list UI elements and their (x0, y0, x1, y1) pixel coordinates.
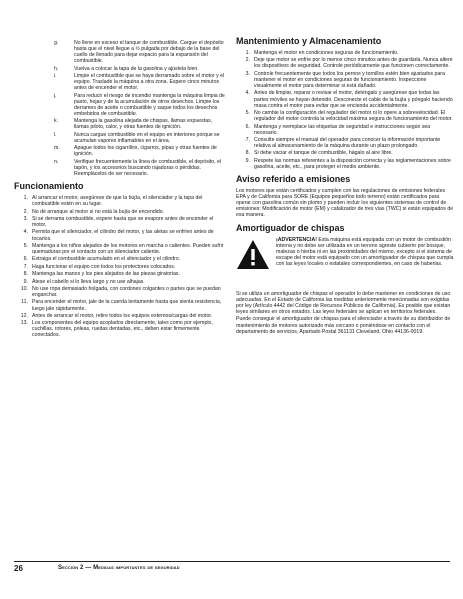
list-item-number: 2. (245, 57, 250, 64)
fuel-safety-item (14, 40, 228, 64)
list-item-text: Mantenga a los niños alejados de los motores en marcha o calientes. Pueden sufrir quemaduras por el contacto con un silenciador caliente. (32, 242, 224, 255)
list-item-text: Mantenga el motor en condiciones seguras de funcionamiento. (254, 50, 399, 56)
section-title-amortiguador: Amortiguador de chispas (236, 222, 345, 233)
operation-item (14, 313, 228, 319)
list-item-text: Deje que motor se enfríe por lo menos cinco minutos antes de guardarla. Nunca altere los dispositivos de seguridad. Controle periódicamente que funcionen correctamente. (254, 57, 453, 70)
fuel-safety-item (14, 93, 228, 117)
list-item-number: g. (54, 40, 59, 46)
warning-block (236, 237, 454, 291)
list-item-number: 8. (23, 271, 28, 278)
warning-label: ¡ADVERTENCIA! (276, 236, 317, 243)
list-item-number: 7. (23, 263, 28, 270)
emissions-paragraph: Los motores que están certificados y cumplen con las regulaciones de emisiones federales EPA y de California para SORE (Equipos pequeños todo terreno) están certificados para operar con gasolina común sin plomo y pueden incluir los siguientes sistemas de control de emisiones: Modificación de motor (EM) y catalizador de tres vías (TWC) si están equipados de esa manera. (236, 188, 454, 219)
maintenance-item (236, 57, 454, 69)
list-item-number: 5. (245, 110, 250, 117)
operation-list (14, 195, 228, 339)
list-item-text: No use ropa demasiado holgada, con cordones colgantes o partes que se puedan enganchar. (32, 285, 221, 299)
list-item-number: l. (54, 131, 57, 138)
list-item-text: Mantenga las manos y los pies alejados de las piezas giratorias. (32, 271, 180, 278)
list-item-number: n. (54, 158, 59, 165)
maintenance-item (236, 110, 454, 122)
list-item-text: Los componentes del equipo acoplados directamente, tales como por ejemplo, cuchillas, rotores, poleas, ruedas dentadas, etc., deben estar firmemente conectados. (32, 320, 213, 339)
maintenance-list (236, 50, 454, 170)
fuel-safety-item (14, 73, 228, 91)
list-item-text: Nunca cargue combustible en el equipo en interiores porque se acumulan vapores inflamables en el área. (74, 131, 220, 144)
maintenance-item (236, 150, 454, 156)
footer-section-title: Sección 2 — Medidas importantes de seguridad (58, 565, 180, 571)
list-item-text: Limpie el combustible que se haya derramado sobre el motor y el equipo. Traslade la máquina a otra zona. Espere cinco minutos antes de encender el motor. (74, 73, 225, 92)
section-title-emisiones: Aviso referido a emisiones (236, 174, 351, 185)
list-item-text: Si se derrama combustible, espere hasta que se evapore antes de encender el motor. (32, 215, 214, 229)
operation-item (14, 229, 228, 241)
list-item-number: 3. (245, 70, 250, 77)
maintenance-item (236, 158, 454, 170)
page-number: 26 (14, 564, 23, 573)
section-title-funcionamiento: Funcionamiento (14, 181, 84, 192)
list-item-number: 8. (245, 150, 250, 157)
list-item-number: 2. (23, 208, 28, 215)
list-item-number: 11. (21, 299, 28, 306)
list-item-text: Extraiga el combustible acumulado en el silenciador y el cilindro. (32, 256, 181, 263)
operation-item (14, 195, 228, 207)
list-item-text: Apague todos los cigarrillos, cigarros, pipas y otras fuentes de ignición. (74, 145, 217, 158)
list-item-number: k. (54, 118, 59, 125)
operation-item (14, 216, 228, 228)
warning-triangle-icon (236, 239, 270, 270)
maintenance-item (236, 137, 454, 149)
list-item-text: Mantenga y reemplace las etiquetas de seguridad e instrucciones según sea necesario. (254, 123, 431, 136)
list-item-text: Haga funcionar el equipo con todos los protectores colocados. (32, 263, 176, 270)
section-title-mantenimiento: Mantenimiento y Almacenamiento (236, 36, 382, 46)
operation-item (14, 279, 228, 285)
left-column (14, 40, 228, 340)
operation-item (14, 286, 228, 298)
right-column (236, 36, 454, 336)
spark-arrester-paragraph-2: Puede conseguir el amortiguador de chispas para el silenciador a través de su distribuidor de mantenimiento de motores autorizado más cercano o poniéndose en contacto con el departamento de servicios, Apartado Postal 361131 Cleveland, Ohio 44136-0019. (236, 316, 451, 335)
page-footer (14, 561, 450, 573)
list-item-text: Para encender el motor, jale de la cuerda lentamente hasta que sienta resistencia, luego jale rápidamente. (32, 299, 222, 312)
list-item-number: 9. (23, 278, 28, 285)
list-item-number: 4. (23, 229, 28, 236)
operation-item (14, 320, 228, 338)
operation-item (14, 243, 228, 255)
fuel-safety-item (14, 145, 228, 157)
list-item-text: Si debe vaciar el tanque de combustible, hágalo al aire libre. (254, 150, 393, 157)
list-item-number: 13. (20, 320, 28, 327)
list-item-text: No dé arranque al motor si no está la bujía de encendido. (32, 208, 165, 215)
list-item-text: Átese el cabello si lo lleva largo y no use alhajas. (32, 278, 145, 285)
list-item-number: 6. (245, 123, 250, 130)
operation-item (14, 299, 228, 311)
list-item-text: Permita que el silenciador, el cilindro del motor, y las aletas se enfríen antes de tocarlos. (32, 229, 214, 242)
list-item-text: No llene en exceso el tanque de combustible. Cargue el depósito hasta que el nivel llegue a ½ pulgada por debajo de la base del cuello de llenado para dejar espacio para la expansión del combustible. (74, 40, 224, 65)
list-item-text: Mantenga la gasolina alejada de chispas, llamas expuestas, llamas piloto, calor, y otras fuentes de ignición. (74, 118, 213, 131)
fuel-safety-item (14, 159, 228, 177)
fuel-safety-item (14, 66, 228, 72)
list-item-text: Verifique frecuentemente la línea de combustible, el depósito, el tapón, y los accesorios buscando rajaduras o pérdidas. Reemplácelos de ser necesario. (74, 158, 222, 177)
list-item-number: i. (54, 73, 57, 80)
operation-item (14, 271, 228, 277)
spark-arrester-paragraph-1: Si se utiliza un amortiguador de chispas el operador lo debe mantener en condiciones de uso adecuadas. En el Estado de California las medidas anteriormente mencionadas son exigidas por ley (Artículo 4442 del Código de Recursos Públicos de California). Es posible que existan leyes similares en otros estados. Las leyes federales se aplican en territorios federales. (236, 290, 451, 315)
list-item-number: 9. (245, 157, 250, 164)
fuel-safety-list (14, 40, 228, 177)
list-item-number: 1. (23, 195, 28, 202)
fuel-safety-item (14, 118, 228, 130)
list-item-number: m. (54, 145, 60, 152)
list-item-number: 5. (23, 242, 28, 249)
maintenance-item (236, 71, 454, 89)
list-item-number: 7. (245, 137, 250, 143)
list-item-number: 12. (20, 312, 28, 319)
warning-paragraph (276, 237, 454, 267)
list-item-text: Antes de arrancar el motor, retire todos los equipos externos/cargas del motor. (32, 312, 213, 319)
list-item-text: Respete las normas referentes a la disposición correcta y las reglamentaciones sobre gasolina, aceite, etc., para proteger el medio ambiente. (254, 157, 451, 170)
maintenance-item (236, 124, 454, 136)
warning-body: Esta máquina está equipada con un motor de combustión interna y no debe ser utilizada en un terreno agreste cubierto por bosque, malezas o hierba ni en las proximidades del mismo, excepto si el sistema de escape del motor está equipado con un amortiguador de chispas que cumpla con las leyes locales o estatales correspondientes, en caso de haberlas. (276, 236, 454, 267)
list-item-text: Controle frecuentemente que todos los pernos y tornillos estén bien ajustados para mantener el motor en condiciones seguras de funcionamiento. Inspeccione visualmente el motor para determinar si está dañado. (254, 70, 445, 90)
operation-item (14, 256, 228, 262)
list-item-number: j. (54, 92, 57, 99)
list-item-text: Antes de limpiar, reparar o revisar el motor, deténgalo y asegúrese que todas las partes móviles se hayan detenido. Desconecte el cable de la bujía y póngalo haciendo masa contra el motor para evitar que se encienda accidentalmente. (254, 90, 453, 109)
fuel-safety-item (14, 132, 228, 144)
maintenance-item (236, 50, 454, 56)
list-item-text: Para reducir el riesgo de incendio mantenga la máquina limpia de pasto, hojas y de la acumulación de otros desechos. Limpie los derrames de aceite o combustible y saque todos los desechos embebidos de combustible. (74, 92, 225, 117)
list-item-text: Consulte siempre el manual del operador para conocer la información importante relativa al almacenamiento de la máquina durante un plazo prolongado. (254, 137, 441, 150)
list-item-number: h. (54, 65, 59, 72)
operation-item (14, 264, 228, 270)
list-item-number: 10. (20, 285, 28, 292)
operation-item (14, 209, 228, 215)
list-item-text: No cambie la configuración del regulador del motor ni lo opere a sobrevelocidad. El regulador del motor controla la velocidad máxima segura de funcionamiento del motor. (254, 110, 453, 123)
list-item-number: 6. (23, 256, 28, 263)
list-item-number: 3. (23, 215, 28, 222)
list-item-text: Vuelva a colocar la tapa de la gasolina y ajústela bien. (74, 65, 199, 72)
maintenance-item (236, 90, 454, 108)
list-item-text: Al arrancar el motor, asegúrese de que la bujía, el silenciador y la tapa del combustible estén en su lugar. (32, 195, 203, 208)
list-item-number: 4. (245, 90, 250, 97)
list-item-number: 1. (245, 50, 250, 56)
